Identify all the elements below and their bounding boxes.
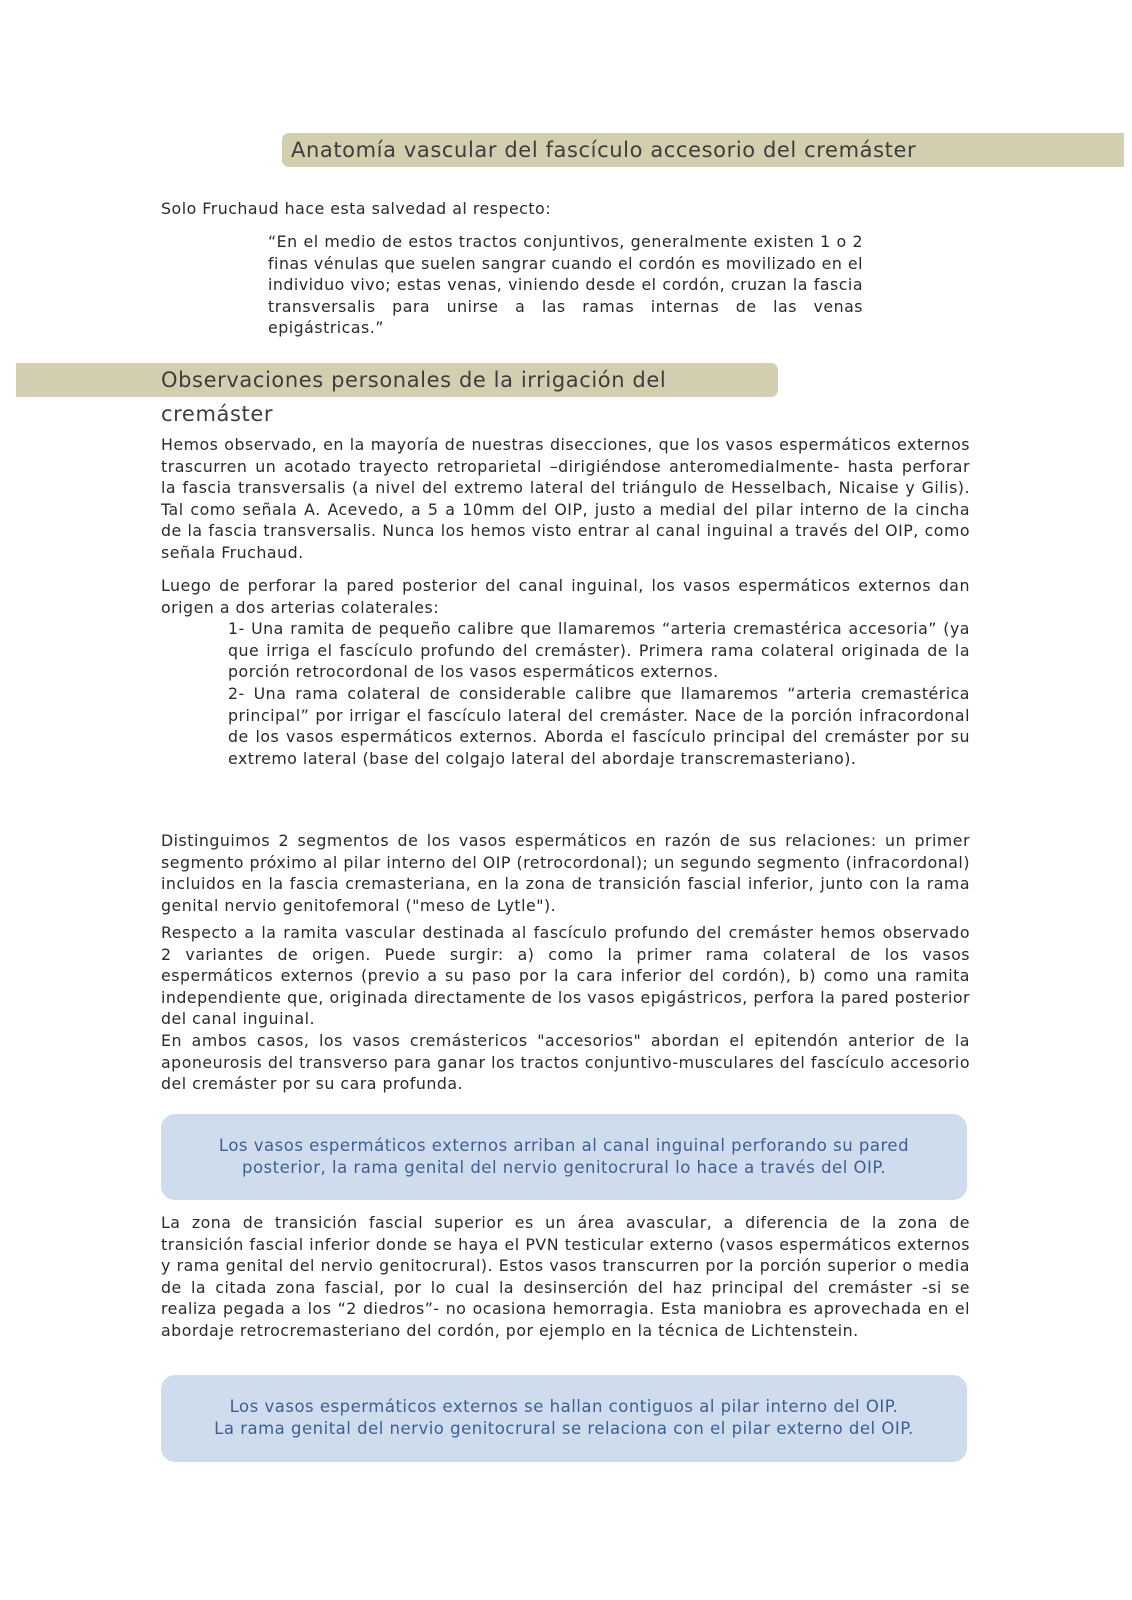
list-item: 2- Una rama colateral de considerable calibre que llamaremos “arteria cremastérica principal” por irrigar el fascículo lateral del cremáster. Nace de la porción infracordonal de los vasos espermáticos externos. Aborda el fascículo principal del cremáster por su extremo lateral (base del colgajo lateral del abordaje transcremasteriano). (228, 683, 970, 768)
callout-line: Los vasos espermáticos externos arriban al canal inguinal perforando su pared (218, 1136, 910, 1155)
accessory-vessels-text: En ambos casos, los vasos cremástericos "accesorios" abordan el epitendón anterior de la aponeurosis del transverso para ganar los tractos conjuntivo-musculares del fascículo accesorio del cremáster por su cara profunda. (161, 1030, 970, 1094)
callout-line: posterior, la rama genital del nervio genitocrural lo hace a través del OIP. (241, 1158, 887, 1177)
callout-line: La rama genital del nervio genitocrural se relaciona con el pilar externo del OIP. (214, 1419, 914, 1438)
collateral-intro: Luego de perforar la pared posterior del canal inguinal, los vasos espermáticos externos dan origen a dos arterias colaterales: (161, 576, 970, 617)
paragraph-segments: Distinguimos 2 segmentos de los vasos espermáticos en razón de sus relaciones: un primer segmento próximo al pilar interno del OIP (retrocordonal); un segundo segmento (infracordonal) incluidos en la fascia cremasteriana, en la zona de transición fascial inferior, junto con la rama genital nervio genitofemoral ("meso de Lytle"). (161, 831, 970, 915)
section-heading-personal-observations: Observaciones personales de la irrigación del cremáster (16, 363, 778, 397)
section-heading-vascular-anatomy: Anatomía vascular del fascículo accesorio del cremáster (282, 133, 1124, 167)
variants-text: Respecto a la ramita vascular destinada al fascículo profundo del cremáster hemos observado 2 variantes de origen. Puede surgir: a) como la primer rama colateral de los vasos espermáticos externos (previo a su paso por la cara inferior del cordón), b) como una ramita independiente que, originada directamente de los vasos epigástricos, perfora la pared posterior del canal inguinal. (161, 923, 970, 1029)
callout-box-1 (161, 1114, 967, 1200)
paragraph-variants (161, 922, 970, 1095)
callout-box-2 (161, 1375, 967, 1462)
callout-line: Los vasos espermáticos externos se hallan contiguos al pilar interno del OIP. (229, 1397, 899, 1416)
list-item: 1- Una ramita de pequeño calibre que llamaremos “arteria cremastérica accesoria” (ya que irriga el fascículo profundo del cremáster). Primera rama colateral originada de la porción retrocordonal de los vasos espermáticos externos. (228, 619, 970, 682)
paragraph-collateral-arteries (161, 575, 970, 769)
fruchaud-quote: “En el medio de estos tractos conjuntivos, generalmente existen 1 o 2 finas vénulas que suelen sangrar cuando el cordón es movilizado en el individuo vivo; estas venas, viniendo desde el cordón, cruzan la fascia transversalis para unirse a las ramas internas de las venas epigástricas.” (268, 232, 863, 338)
paragraph-transition-zone: La zona de transición fascial superior es un área avascular, a diferencia de la zona de transición fascial inferior donde se haya el PVN testicular externo (vasos espermáticos externos y rama genital del nervio genitocrural). Estos vasos transcurren por la porción superior o media de la citada zona fascial, por lo cual la desinserción del haz principal del cremáster -si se realiza pegada a los “2 diedros”- no ocasiona hemorragia. Esta maniobra es aprovechada en el abordaje retrocremasteriano del cordón, por ejemplo en la técnica de Lichtenstein. (161, 1213, 970, 1340)
paragraph-observations: Hemos observado, en la mayoría de nuestras disecciones, que los vasos espermáticos externos trascurren un acotado trayecto retroparietal –dirigiéndose anteromedialmente- hasta perforar la fascia transversalis (a nivel del extremo lateral del triángulo de Hesselbach, Nicaise y Gilis). Tal como señala A. Acevedo, a 5 a 10mm del OIP, justo a medial del pilar interno de la cincha de la fascia transversalis. Nunca los hemos visto entrar al canal inguinal a través del OIP, como señala Fruchaud. (161, 435, 970, 562)
intro-text: Solo Fruchaud hace esta salvedad al respecto: (161, 199, 552, 218)
